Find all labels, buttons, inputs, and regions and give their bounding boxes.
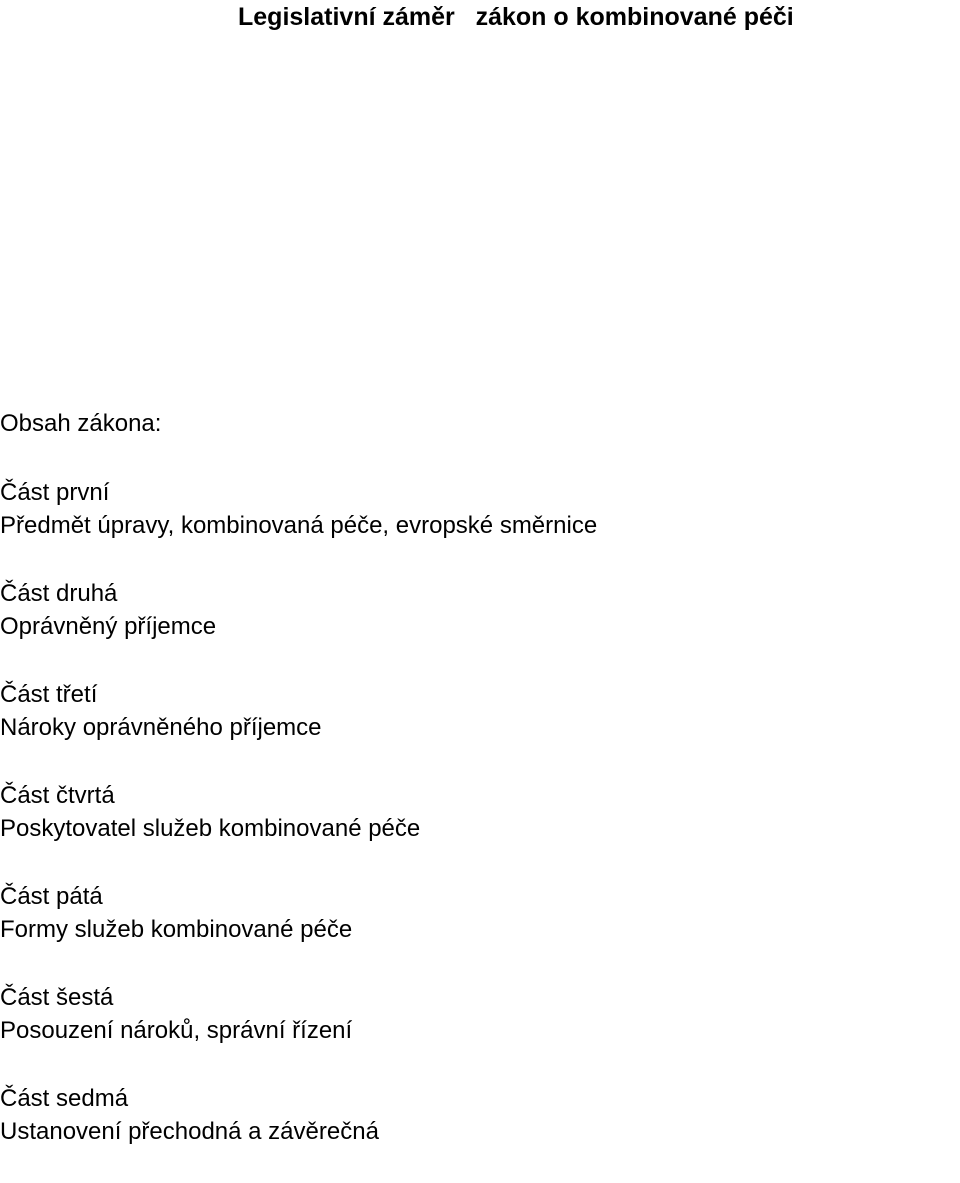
part-description: Nároky oprávněného příjemce (0, 714, 322, 741)
part-description: Oprávněný příjemce (0, 613, 217, 640)
table-of-contents (0, 476, 960, 1183)
part-label: Část sedmá (0, 1085, 129, 1112)
toc-part-6 (0, 981, 960, 1082)
part-description: Ustanovení přechodná a závěrečná (0, 1118, 379, 1145)
part-label: Část první (0, 479, 110, 506)
toc-part-7 (0, 1082, 960, 1183)
toc-part-1 (0, 476, 960, 577)
toc-part-3 (0, 678, 960, 779)
part-description: Posouzení nároků, správní řízení (0, 1017, 353, 1044)
part-label: Část pátá (0, 883, 103, 910)
part-label: Část čtvrtá (0, 782, 115, 809)
part-description: Poskytovatel služeb kombinované péče (0, 815, 421, 842)
part-label: Část šestá (0, 984, 114, 1011)
document-title: Legislativní záměr zákon o kombinované péči (238, 3, 794, 31)
toc-part-4 (0, 779, 960, 880)
contents-heading: Obsah zákona: (0, 410, 162, 437)
part-label: Část třetí (0, 681, 98, 708)
toc-part-2 (0, 577, 960, 678)
toc-part-5 (0, 880, 960, 981)
part-label: Část druhá (0, 580, 118, 607)
part-description: Předmět úpravy, kombinovaná péče, evropské směrnice (0, 512, 598, 539)
part-description: Formy služeb kombinované péče (0, 916, 353, 943)
